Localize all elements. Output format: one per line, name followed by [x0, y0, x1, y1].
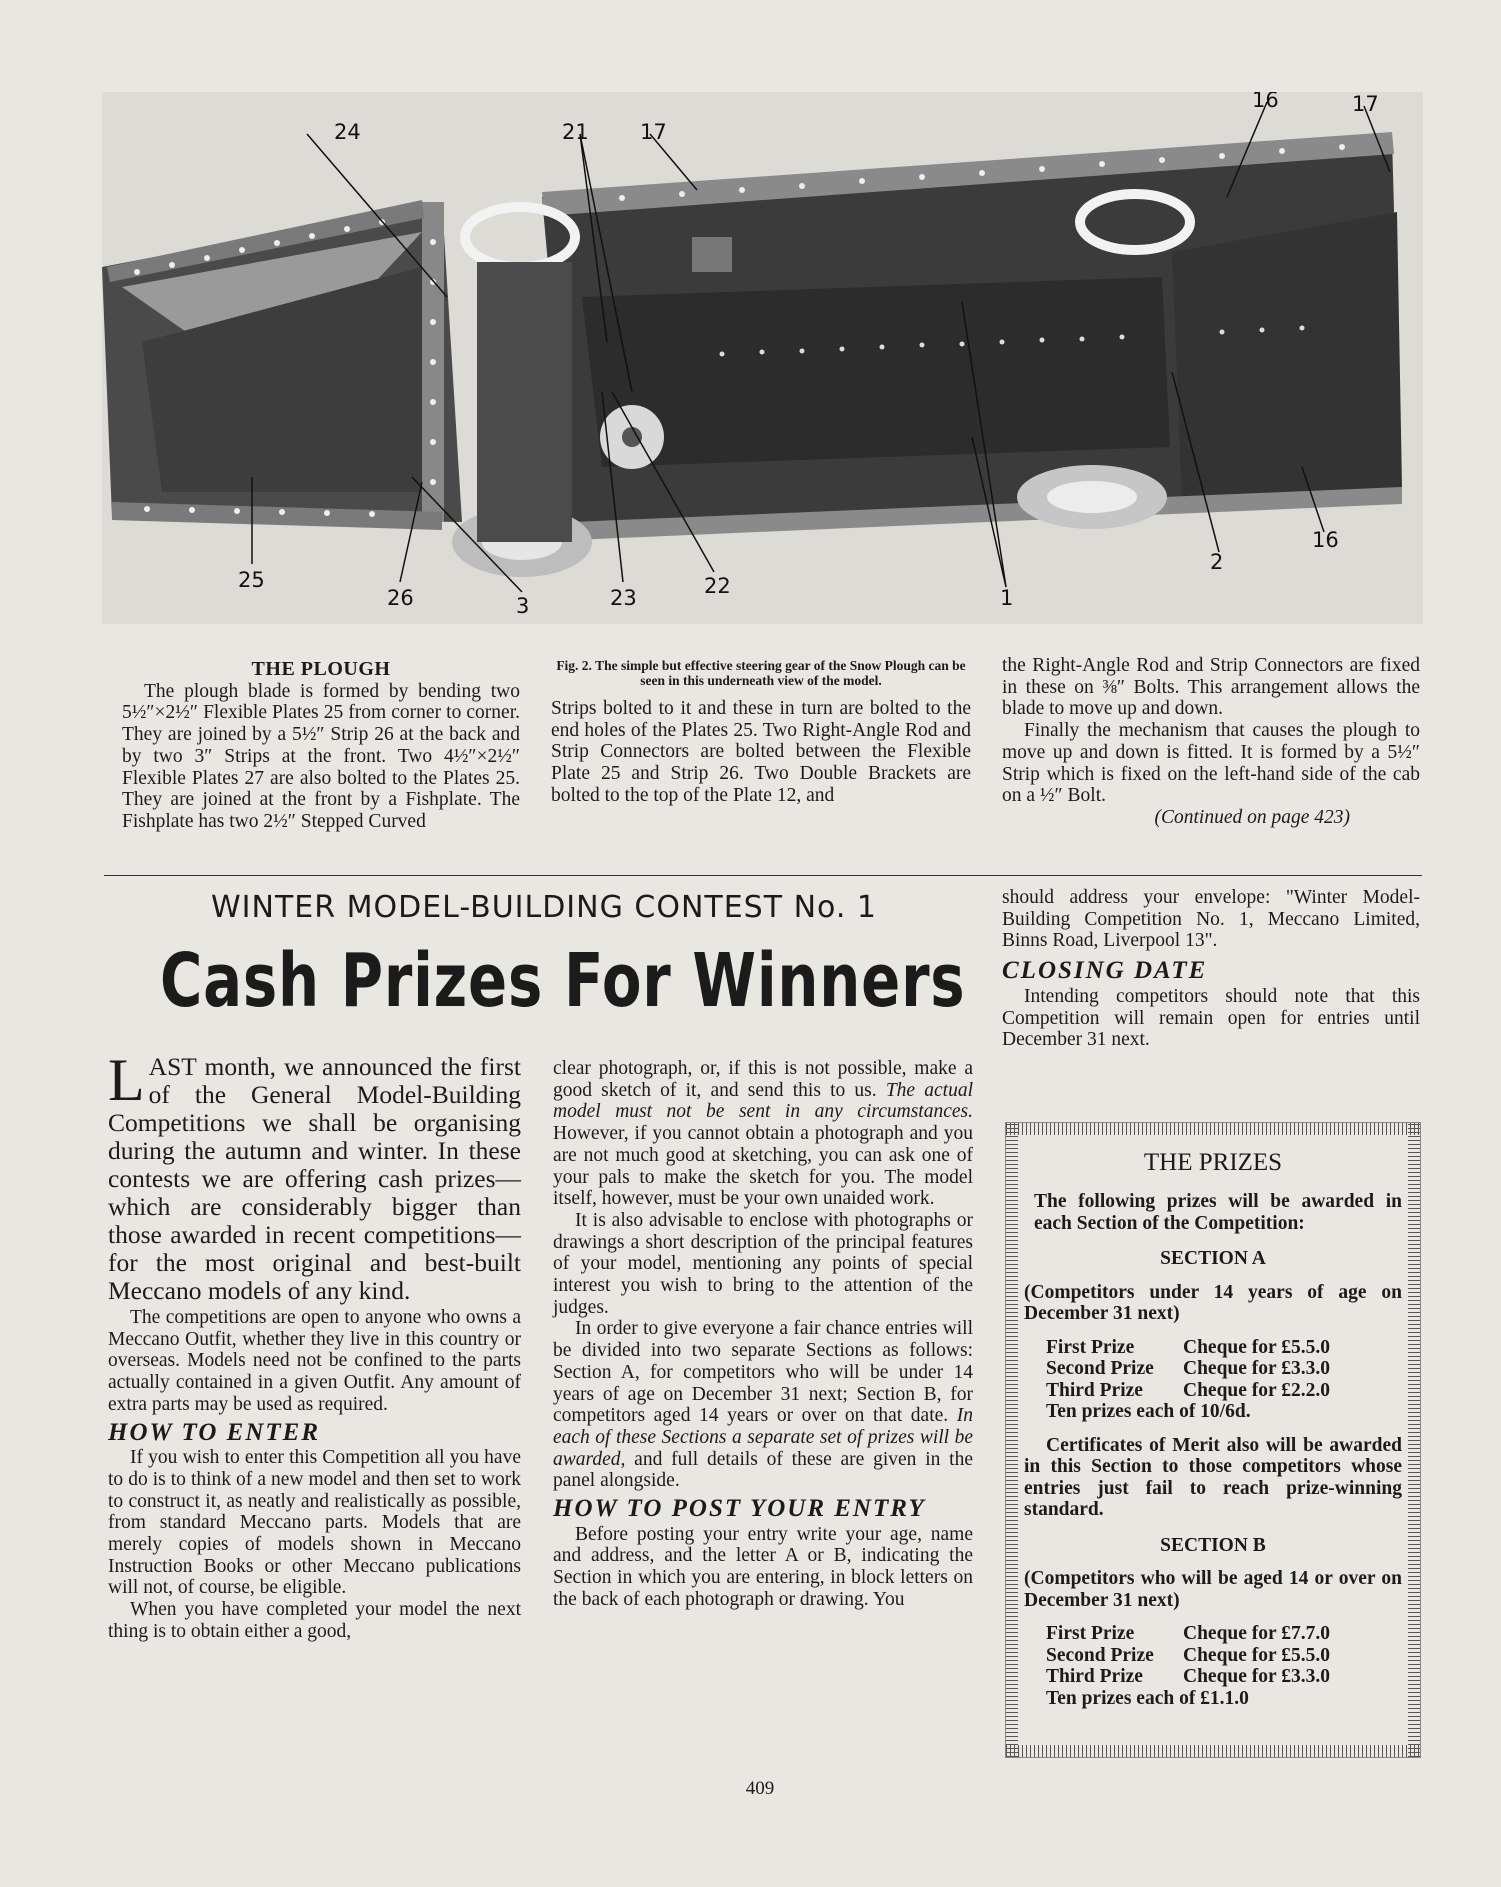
callout-label: 2 [1210, 550, 1224, 574]
plough-column-2 [551, 659, 971, 807]
body-paragraph: In order to give everyone a fair chance entries will be divided into two separate Sections as follows: Section A, for competitors who will be under 14 years of age on December 31 next; Section B, for competitors aged 14 years or over on that date. In each of these Sections a separate set of prizes will be awarded, and full details of these are given in the panel alongside. [553, 1318, 973, 1492]
ten-prizes: Ten prizes each of 10/6d. [1046, 1401, 1251, 1422]
callout-label: 23 [610, 586, 637, 610]
panel-border-bottom [1006, 1745, 1420, 1757]
prizes-panel [1005, 1122, 1421, 1758]
plough-column-3 [1002, 655, 1420, 829]
body-paragraph: It is also advisable to enclose with photographs or drawings a short description of the principal features of your model, mentioning any points of special interest you wish to bring to the attention of the judges. [553, 1209, 973, 1318]
closing-date-heading: CLOSING DATE [1002, 957, 1208, 985]
how-to-post-heading: HOW TO POST YOUR ENTRY [553, 1495, 926, 1523]
prize-row: Third Prize Cheque for £3.3.0 [1046, 1666, 1330, 1687]
body-paragraph: When you have completed your model the next thing is to obtain either a good, [108, 1599, 521, 1642]
drop-cap: L [108, 1047, 145, 1113]
panel-border-top [1006, 1123, 1420, 1135]
prize-row: First Prize Cheque for £5.5.0 [1046, 1336, 1330, 1358]
section-a-prize-list [1046, 1337, 1408, 1423]
contest-column-3 [1002, 887, 1420, 1051]
body-paragraph: clear photograph, or, if this is not possible, make a good sketch of it, and send this to us. The actual model must not be sent in any circumstances. However, if you cannot obtain a photograph and you are not much good at sketching, you can ask one of your pals to make the sketch for you. The model itself, however, must be your own unaided work. [553, 1058, 973, 1210]
contest-kicker: WINTER MODEL-BUILDING CONTEST No. 1 [211, 890, 877, 925]
section-divider [104, 875, 1422, 876]
merit-note: Certificates of Merit also will be awarded in this Section to those competitors whose entries just fail to reach prize-winning standard. [1024, 1434, 1402, 1520]
plough-paragraph: The plough blade is formed by bending two 5½″×2½″ Flexible Plates 25 from corner to corner. They are joined by a 5½″ Strip 26 at the back and by two 3″ Strips at the front. Two 4½″×2½″ Flexible Plates 27 are also bolted to the Plates 25. They are joined at the front by a Fishplate. The Fishplate has two 2½″ Stepped Curved [122, 680, 520, 832]
plough-paragraph: Finally the mechanism that causes the plough to move up and down is fitted. It is formed by a 5½″ Strip which is fixed on the left-hand side of the cab on a ½″ Bolt. [1002, 720, 1420, 807]
lead-paragraph [108, 1047, 521, 1305]
callout-label: 3 [516, 594, 530, 618]
callout-label: 24 [334, 120, 361, 144]
body-paragraph: If you wish to enter this Competition all you have to do is to think of a new model and then set to work to construct it, as neatly and realistically as possible, from standard Meccano parts. Models that are merely copies of models shown in Meccano Instruction Books or other Meccano publications will not, of course, be eligible. [108, 1447, 521, 1599]
model-photograph [102, 92, 1423, 624]
panel-border-left [1006, 1123, 1018, 1757]
contest-headline: Cash Prizes For Winners [160, 938, 966, 1024]
callout-label: 21 [562, 120, 589, 144]
section-b-prize-list [1046, 1623, 1408, 1709]
callout-label: 17 [1352, 92, 1379, 116]
lead-text: AST month, we announced the first of the General Model-Building Competitions we shall be organising during the autumn and winter. In these contests we are offering cash prizes—which are considerably bigger than those awarded in recent competitions—for the most original and best-built Meccano models of any kind. [108, 1052, 521, 1305]
prize-row: First Prize Cheque for £7.7.0 [1046, 1623, 1330, 1644]
section-a-title: SECTION A [1160, 1248, 1266, 1269]
plough-heading: THE PLOUGH [251, 658, 391, 680]
page-number: 409 [745, 1778, 775, 1799]
contest-column-2 [553, 1058, 973, 1611]
callout-label: 1 [1000, 586, 1014, 610]
prizes-title: THE PRIZES [1143, 1149, 1283, 1176]
callout-label: 17 [640, 120, 667, 144]
prizes-intro: The following prizes will be awarded in each Section of the Competition: [1034, 1191, 1402, 1234]
panel-border-right [1408, 1123, 1420, 1757]
contest-column-1 [108, 1047, 521, 1643]
prizes-content [1018, 1135, 1408, 1745]
ten-prizes: Ten prizes each of £1.1.0 [1046, 1687, 1249, 1709]
section-a-note: (Competitors under 14 years of age on December 31 next) [1024, 1281, 1402, 1324]
body-paragraph: Intending competitors should note that this Competition will remain open for entries until December 31 next. [1002, 985, 1420, 1051]
body-paragraph: The competitions are open to anyone who owns a Meccano Outfit, whether they live in this country or overseas. Models need not be confined to the parts actually contained in a given Outfit. Any amount of extra parts may be used as required. [108, 1307, 521, 1415]
callout-label: 22 [704, 574, 731, 598]
callout-label: 16 [1252, 92, 1279, 112]
callout-label: 25 [238, 568, 265, 592]
prize-row: Third Prize Cheque for £2.2.0 [1046, 1379, 1330, 1401]
figure-caption: Fig. 2. The simple but effective steering gear of the Snow Plough can be seen in this underneath view of the model. [556, 658, 966, 688]
prize-row: Second Prize Cheque for £3.3.0 [1046, 1358, 1330, 1379]
plough-paragraph: Strips bolted to it and these in turn are bolted to the end holes of the Plates 25. Two Right-Angle Rod and Strip Connectors are bolted between the Flexible Plate 25 and Strip 26. Two Double Brackets are bolted to the top of the Plate 12, and [551, 698, 971, 806]
how-to-enter-heading: HOW TO ENTER [108, 1418, 321, 1446]
section-b-note: (Competitors who will be aged 14 or over on December 31 next) [1024, 1568, 1402, 1611]
callout-label: 26 [387, 586, 414, 610]
plough-paragraph: the Right-Angle Rod and Strip Connectors are fixed in these on ⅜″ Bolts. This arrangement allows the blade to move up and down. [1002, 655, 1420, 720]
callout-label: 16 [1312, 528, 1339, 552]
body-paragraph: should address your envelope: "Winter Model-Building Competition No. 1, Meccano Limited, Binns Road, Liverpool 13". [1002, 887, 1420, 952]
section-b-title: SECTION B [1160, 1534, 1266, 1556]
prize-row: Second Prize Cheque for £5.5.0 [1046, 1644, 1330, 1666]
continued-note: (Continued on page 423) [1154, 806, 1350, 828]
plough-column-1 [122, 659, 520, 833]
body-paragraph: Before posting your entry write your age, name and address, and the letter A or B, indicating the Section in which you are entering, in block letters on the back of each photograph or drawing. You [553, 1523, 973, 1610]
